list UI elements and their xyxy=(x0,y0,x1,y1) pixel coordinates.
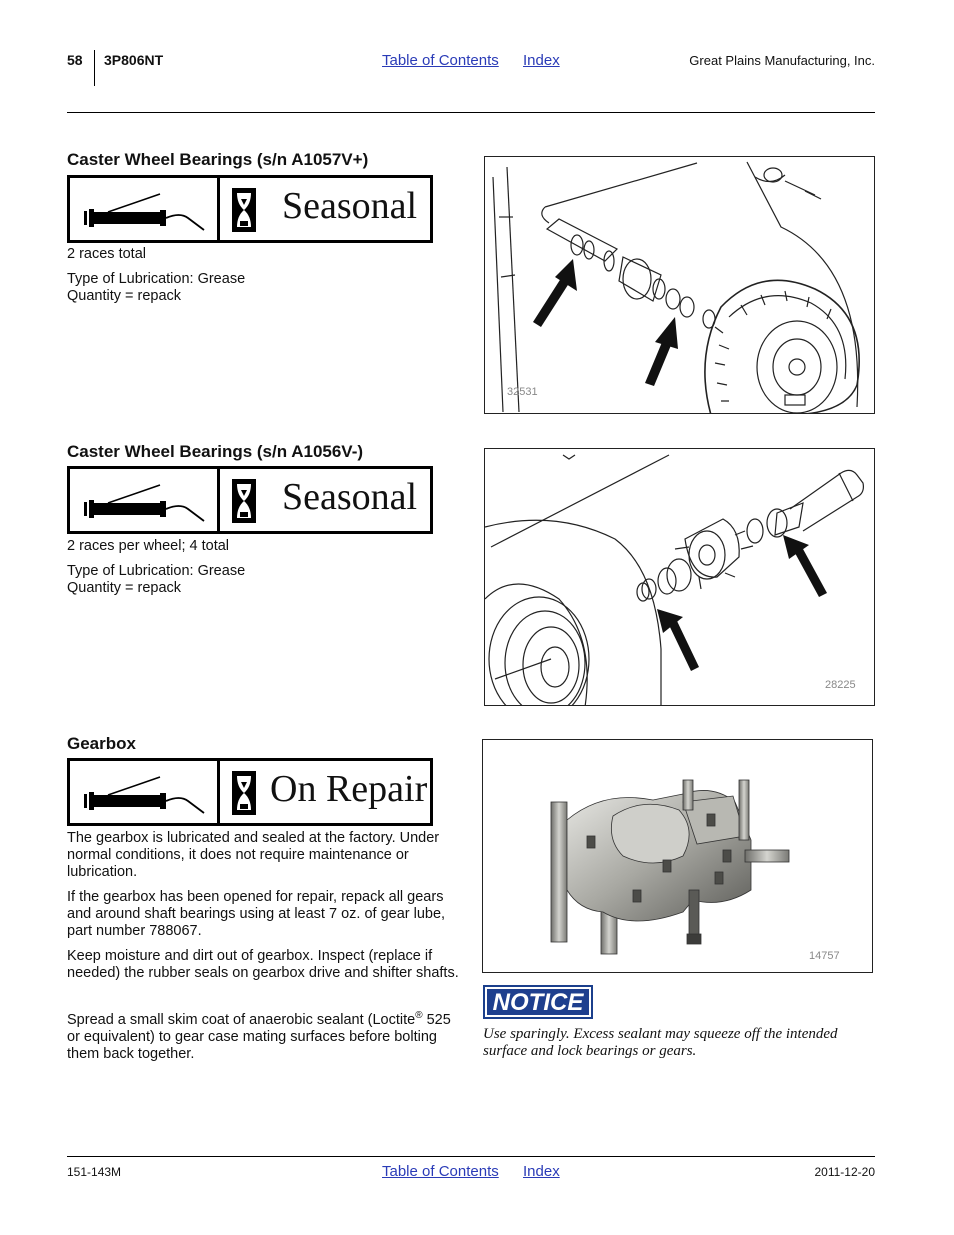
index-link[interactable]: Index xyxy=(523,1163,560,1180)
races-note: 2 races total xyxy=(67,246,146,262)
hourglass-icon xyxy=(230,771,258,815)
lube-frequency-box xyxy=(67,758,433,826)
frequency-label: Seasonal xyxy=(282,476,418,518)
gearbox-moisture-note: Keep moisture and dirt out of gearbox. Inspect (replace if needed) the rubber seals on gearbox drive and shifter shafts. xyxy=(67,948,459,981)
hourglass-icon xyxy=(230,188,258,232)
frequency-label: Seasonal xyxy=(282,185,418,227)
revision-date: 2011-12-20 xyxy=(814,1165,875,1179)
gearbox-photo-illustration xyxy=(483,740,873,973)
lubrication-quantity: Quantity = repack xyxy=(67,580,182,596)
table-of-contents-link[interactable]: Table of Contents xyxy=(382,1163,499,1180)
figure-number: 28225 xyxy=(825,679,856,691)
model-name: 3P806NT xyxy=(104,52,164,68)
header-divider xyxy=(94,50,95,86)
figure-caster-bearings-a1057v xyxy=(484,156,875,414)
lube-frequency-box xyxy=(67,175,433,243)
frequency-label: On Repair xyxy=(270,768,428,810)
company-name: Great Plains Manufacturing, Inc. xyxy=(689,53,875,68)
section-title-gearbox: Gearbox xyxy=(67,734,136,753)
grease-gun-icon xyxy=(70,469,220,531)
grease-gun-icon xyxy=(70,178,220,240)
lubrication-quantity: Quantity = repack xyxy=(67,288,182,304)
races-note: 2 races per wheel; 4 total xyxy=(67,538,230,554)
section-title-caster-a1057v: Caster Wheel Bearings (s/n A1057V+) xyxy=(67,150,369,169)
gearbox-sealant-note: Spread a small skim coat of anaerobic sealant (Loctite® 525 or equivalent) to gear case mating surfaces before bolting them back together. xyxy=(67,1010,451,1062)
figure-caster-bearings-a1056v xyxy=(484,448,875,706)
page-number: 58 xyxy=(67,52,83,68)
footer-rule xyxy=(67,1156,875,1157)
gearbox-factory-note: The gearbox is lubricated and sealed at the factory. Under normal conditions, it does not require maintenance or lubrication. xyxy=(67,830,440,880)
figure-number: 32531 xyxy=(507,386,538,398)
caster-hub-illustration xyxy=(485,449,875,706)
lubrication-type: Type of Lubrication: Grease xyxy=(67,563,246,579)
section-title-caster-a1056v: Caster Wheel Bearings (s/n A1056V-) xyxy=(67,442,364,461)
page-header xyxy=(67,52,875,92)
grease-gun-icon xyxy=(70,761,220,823)
table-of-contents-link[interactable]: Table of Contents xyxy=(382,52,499,69)
gearbox-repair-note: If the gearbox has been opened for repair, repack all gears and around shaft bearings using at least 7 oz. of gear lube, part number 788067. xyxy=(67,889,446,939)
lubrication-type: Type of Lubrication: Grease xyxy=(67,271,246,287)
header-rule xyxy=(67,112,875,113)
figure-number: 14757 xyxy=(809,950,840,962)
lube-frequency-box xyxy=(67,466,433,534)
hourglass-icon xyxy=(230,479,258,523)
notice-label: NOTICE xyxy=(487,989,589,1015)
caster-bearing-illustration xyxy=(485,157,875,414)
document-number: 151-143M xyxy=(67,1165,122,1179)
notice-text: Use sparingly. Excess sealant may squeeze off the intended surface and lock bearings or gears. xyxy=(483,1026,838,1059)
notice-badge xyxy=(483,985,593,1019)
index-link[interactable]: Index xyxy=(523,52,560,69)
figure-gearbox-photo xyxy=(482,739,873,973)
